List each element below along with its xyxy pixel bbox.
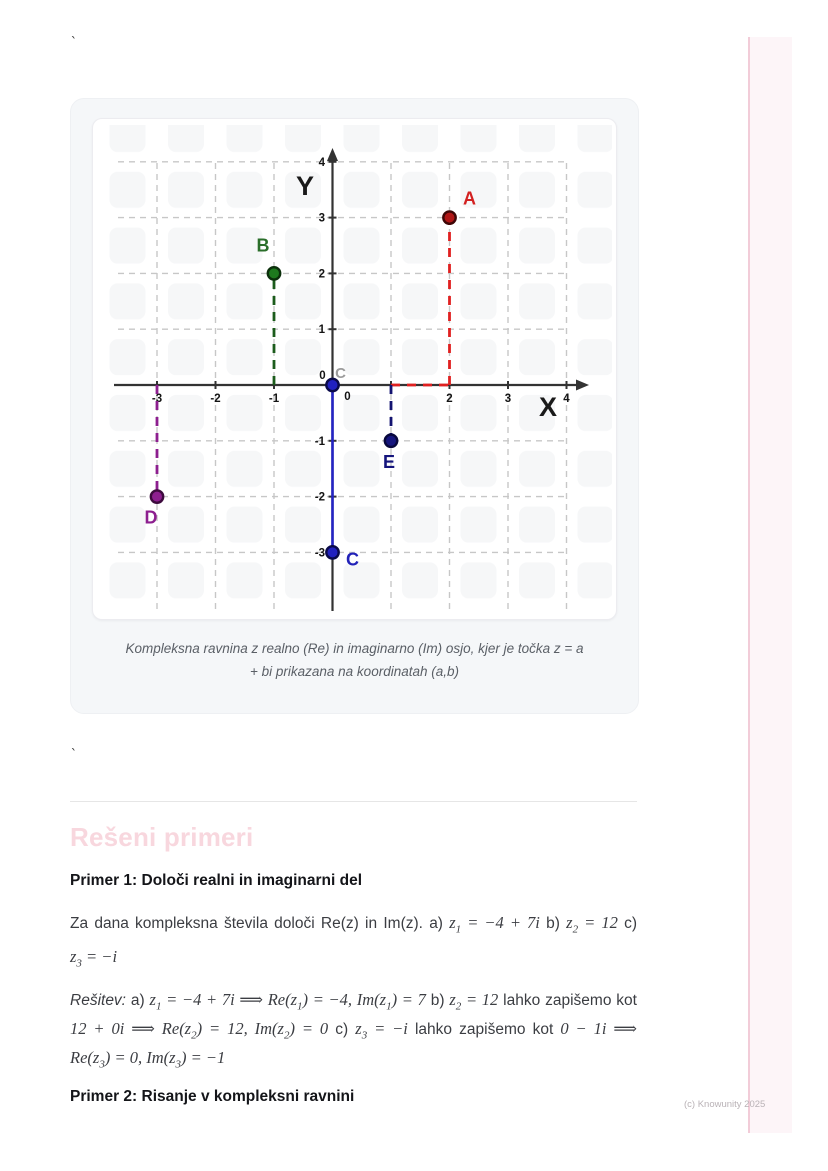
figure-caption <box>81 637 628 683</box>
figure-caption-line2: + bi prikazana na koordinatah (a,b) <box>249 664 459 679</box>
primer1-problem-line2: $z_3 = -i$ <box>70 947 118 970</box>
section-divider <box>70 801 637 802</box>
x-zero-label: 0 <box>344 391 351 403</box>
figure-card <box>70 98 639 714</box>
primer2-heading: Primer 2: Risanje v kompleksni ravnini <box>70 1088 355 1105</box>
primer1-heading: Primer 1: Določi realni in imaginarni del <box>70 872 362 889</box>
y-axis-label: Y <box>295 171 315 201</box>
point-label-B: B <box>256 235 270 256</box>
x-tick-label: -3 <box>151 393 163 405</box>
copyright-watermark: (c) Knowunity 2025 <box>684 1099 766 1110</box>
x-tick-label: -2 <box>210 393 221 405</box>
plot-card <box>92 118 617 620</box>
y-tick-label: 1 <box>318 324 325 337</box>
stray-backtick-mid: ` <box>70 748 78 763</box>
primer1-solution-line3: $Re(z_3) = 0$, $Im(z_3) = -1$ <box>70 1048 226 1071</box>
x-tick-label: 4 <box>563 393 570 405</box>
y-tick-label: -2 <box>314 491 325 504</box>
x-tick-label: 3 <box>504 393 512 405</box>
y-tick-label: -3 <box>314 547 325 560</box>
x-tick-label: -1 <box>268 393 280 405</box>
y-tick-label: 3 <box>318 212 325 225</box>
primer1-solution-line2: 12 + 0i ⟹ $Re(z_2) = 12$, $Im(z_2) = 0$ c) $z_3 = -i$ lahko zapišemo kot 0 − 1i ⟹ <box>70 1019 637 1042</box>
figure-caption-line1: Kompleksna ravnina z realno (Re) in imaginarno (Im) osjo, kjer je točka z = a <box>125 641 584 656</box>
section-title: Rešeni primeri <box>70 822 254 852</box>
point-D <box>151 490 163 502</box>
watermark-pattern <box>97 125 612 613</box>
y-tick-label: 4 <box>318 156 325 169</box>
primer1-solution-line1: Rešitev: a) $z_1 = -4 + 7i$ ⟹ $Re(z_1) = -4$, $Im(z_1) = 7$ b) $z_2 = 12$ lahko zapišemo kot <box>70 990 637 1013</box>
complex-plane-chart <box>93 119 616 619</box>
y-tick-label: -1 <box>314 435 325 448</box>
y-zero-label: 0 <box>319 370 326 382</box>
point-E <box>385 435 397 447</box>
point-C <box>326 546 338 558</box>
point-label-A: A <box>463 188 476 209</box>
point-label-C: C <box>335 365 346 382</box>
x-axis-label: X <box>538 392 558 422</box>
primer1-solution <box>70 986 637 1073</box>
y-tick-label: 2 <box>318 268 325 281</box>
stray-backtick-top: ` <box>70 36 78 51</box>
point-label-E: E <box>382 451 396 472</box>
point-label-C: C <box>346 549 359 570</box>
x-tick-label: 2 <box>446 393 453 405</box>
right-margin-highlight <box>750 37 792 1133</box>
right-margin-rule <box>748 37 750 1133</box>
point-label-D: D <box>144 507 158 528</box>
primer1-problem-line1: Za dana kompleksna števila določi Re(z) in Im(z). a) $z_1 = -4 + 7i$ b) $z_2 = 12$ c) <box>70 913 637 936</box>
point-A <box>443 211 455 223</box>
primer1-problem <box>70 906 637 974</box>
point-B <box>268 267 280 279</box>
